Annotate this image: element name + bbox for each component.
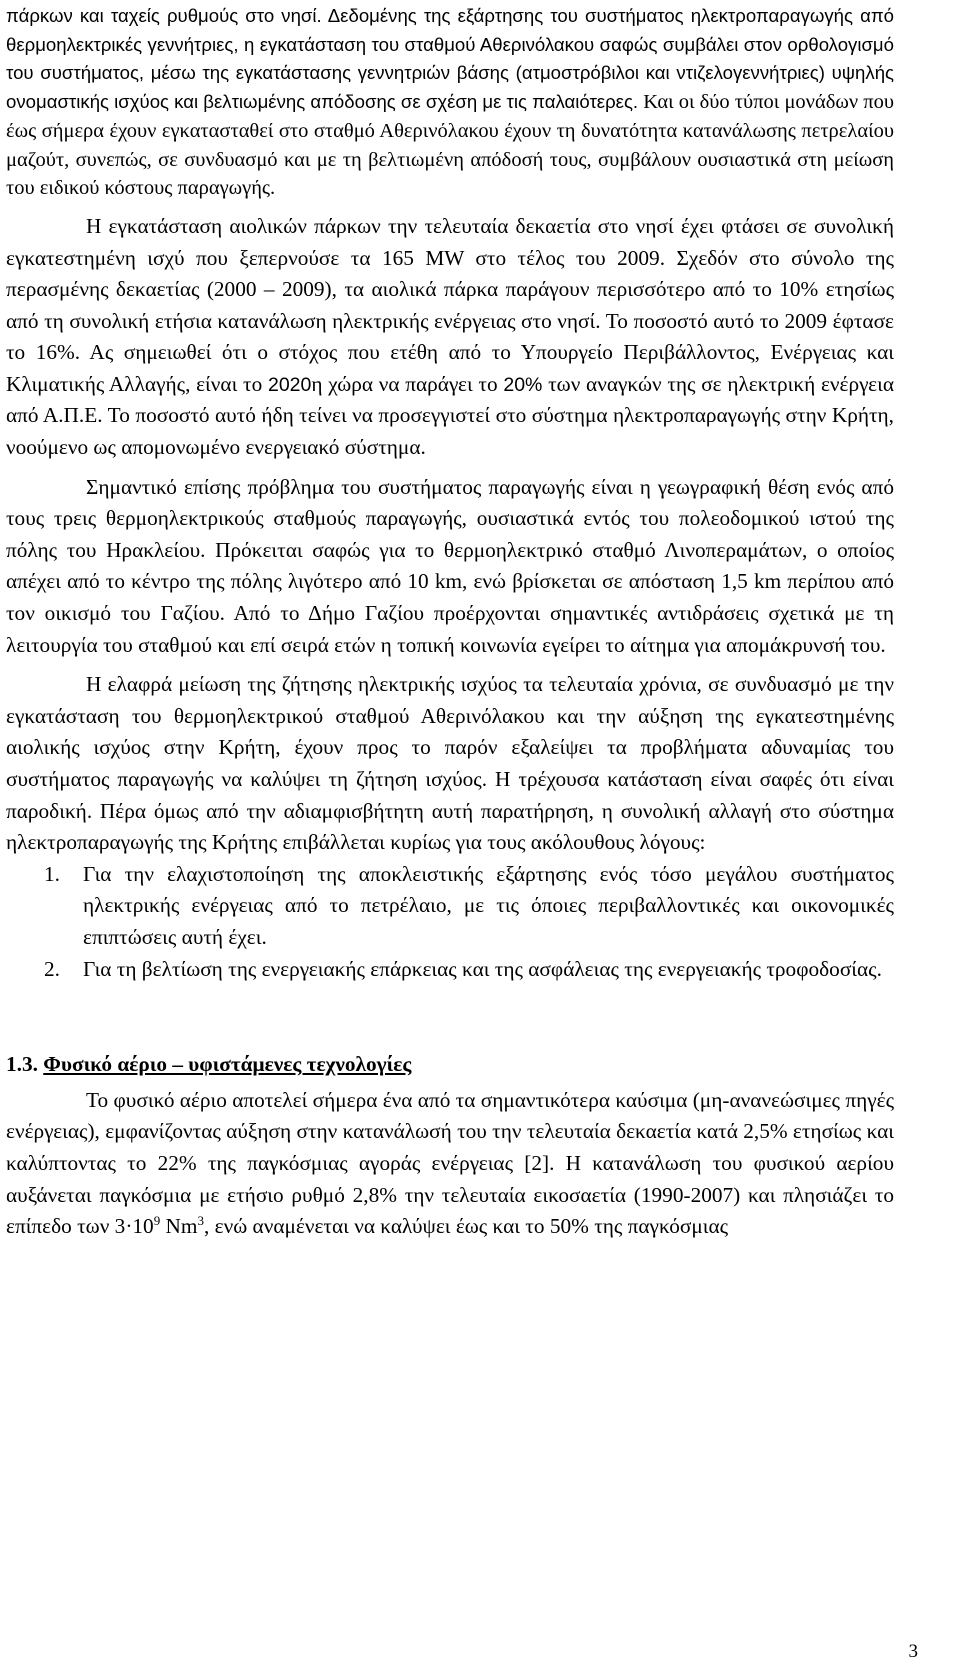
paragraph-demand: Η ελαφρά μείωση της ζήτησης ηλεκτρικής ισχύος τα τελευταία χρόνια, σε συνδυασμό με την εγκατάσταση του θερμοηλεκτρικού σταθμού Αθερινόλακου και την αύξηση της εγκατεστημένης αιολικής ισχύος στην Κρήτη, έχουν προς το παρόν εξαλείψει τα προβλήματα αδυναμίας του συστήματος παραγωγής να καλύψει τη ζήτηση ισχύος. Η τρέχουσα κατάσταση είναι σαφές ότι είναι παροδική. Πέρα όμως από την αδιαμφισβήτητη αυτή παρατήρηση, η συνολική αλλαγή στο σύστημα ηλεκτροπαραγωγής της Κρήτης επιβάλλεται κυρίως για τους ακόλουθους λόγους: (6, 672, 894, 855)
paragraph-wind-parks (6, 211, 894, 464)
intro-serif-text: Και οι δύο τύποι μονάδων που έως σήμερα έχουν εγκατασταθεί στο σταθμό Αθερινόλακου έχουν τη δυνατότητα κατανάλωσης πετρελαίου μαζούτ, συνεπώς, σε συνδυασμό και με τη βελτιωμένη απόδοσή τους, συμβάλουν ουσιαστικά στη μείωση του ειδικού κόστους παραγωγής. (6, 91, 895, 200)
wind-percent: 20% (503, 373, 543, 396)
reasons-list (6, 859, 894, 985)
list-item-number: 2. (44, 956, 60, 981)
section-number: 1.3. (6, 1052, 38, 1077)
page-number: 3 (908, 1641, 918, 1662)
document-page (6, 2, 894, 1243)
wind-text-c: των αναγκών της σε ηλεκτρική ενέργεια από Α.Π.Ε. Το ποσοστό αυτό ήδη τείνει να προσεγγιστεί στο σύστημα ηλεκτροπαραγωγής στην Κρήτη, νοούμενο ως απομονωμένο ενεργειακό σύστημα. (6, 371, 895, 460)
list-item (6, 954, 894, 986)
paragraph-intro (6, 2, 894, 203)
paragraph-natural-gas (6, 1085, 894, 1243)
wind-text-a: Η εγκατάσταση αιολικών πάρκων την τελευταία δεκαετία στο νησί έχει φτάσει σε συνολική εγκατεστημένη ισχύ που ξεπερνούσε τα 165 MW στο τέλος του 2009. Σχεδόν στο σύνολο της περασμένης δεκαετίας (2000 – 2009), τα αιολικά πάρκα παράγουν περισσότερο από το 10% ετησίως από τη συνολική ετήσια κατανάλωση ηλεκτρικής ενέργειας στο νησί. Το ποσοστό αυτό το 2009 έφτασε το 16%. Ας σημειωθεί ότι ο στόχος που ετέθη από το Υπουργείο Περιβάλλοντος, Ενέργειας και Κλιματικής Αλλαγής, είναι το (6, 213, 894, 396)
wind-text-b: η χώρα να παράγει το (311, 371, 504, 396)
list-item-text: Για την ελαχιστοποίηση της αποκλειστικής εξάρτησης ενός τόσο μεγάλου συστήματος ηλεκτρικής ενέργειας από το πετρέλαιο, με τις όποιες περιβαλλοντικές και οικονομικές επιπτώσεις αυτή έχει. (83, 861, 894, 949)
section-title: Φυσικό αέριο – υφιστάμενες τεχνολογίες (43, 1052, 412, 1077)
gas-text-b: , ενώ αναμένεται να καλύψει έως και το 50% της παγκόσμιας (203, 1214, 729, 1239)
gas-text-a: Το φυσικό αέριο αποτελεί σήμερα ένα από τα σημαντικότερα καύσιμα (μη-ανανεώσιμες πηγές ενέργειας), εμφανίζοντας αύξηση στην κατανάλωσή του την τελευταία δεκαετία κατά 2,5% ετησίως και καλύπτοντας το 22% της παγκόσμιας αγοράς ενέργειας [2]. Η κατανάλωση του φυσικού αερίου αυξάνεται παγκόσμια με ετήσιο ρυθμό 2,8% την τελευταία εικοσαετία (1990-2007) και πλησιάζει το επίπεδο των 3 (6, 1087, 894, 1239)
list-item-number: 1. (44, 861, 60, 886)
gas-ten: 10 (132, 1214, 154, 1239)
gas-multiply-dot: · (125, 1214, 133, 1239)
intro-sans-text: πάρκων και ταχείς ρυθμούς στο νησί. Δεδομένης της εξάρτησης του συστήματος ηλεκτροπαραγωγής από θερμοηλεκτρικές γεννήτριες, η εγκατάσταση του σταθμού Αθερινόλακου σαφώς συμβάλει στον ορθολογισμό του συστήματος, μέσω της εγκατάστασης γεννητριών βάσης (ατμοστρόβιλοι και ντιζελογεννήτριες) υψηλής ονομαστικής ισχύος και βελτιωμένης απόδοσης σε σχέση με τις παλαιότερες. (6, 5, 894, 113)
gas-unit-exponent: 3 (197, 1213, 204, 1229)
paragraph-location-problem: Σημαντικό επίσης πρόβλημα του συστήματος παραγωγής είναι η γεωγραφική θέση ενός από τους τρεις θερμοηλεκτρικούς σταθμούς παραγωγής, ουσιαστικά εντός του πολεοδομικού ιστού της πόλης του Ηρακλείου. Πρόκειται σαφώς για το θερμοηλεκτρικό σταθμό Λινοπεραμάτων, ο οποίος απέχει από το κέντρο της πόλης λιγότερο από 10 km, ενώ βρίσκεται σε απόσταση 1,5 km περίπου από τον οικισμό του Γαζίου. Από το Δήμο Γαζίου προέρχονται σημαντικές αντιδράσεις σχετικά με τη λειτουργία του σταθμού και επί σειρά ετών η τοπική κοινωνία εγείρει το αίτημα για απομάκρυνσή του. (6, 474, 894, 657)
gas-exponent: 9 (153, 1213, 161, 1229)
list-item-text: Για τη βελτίωση της ενεργειακής επάρκειας και της ασφάλειας της ενεργειακής τροφοδοσίας. (83, 956, 882, 981)
section-heading (6, 1049, 894, 1081)
wind-year: 2020 (267, 373, 312, 396)
gas-unit: Nm (160, 1214, 198, 1239)
list-item (6, 859, 894, 954)
